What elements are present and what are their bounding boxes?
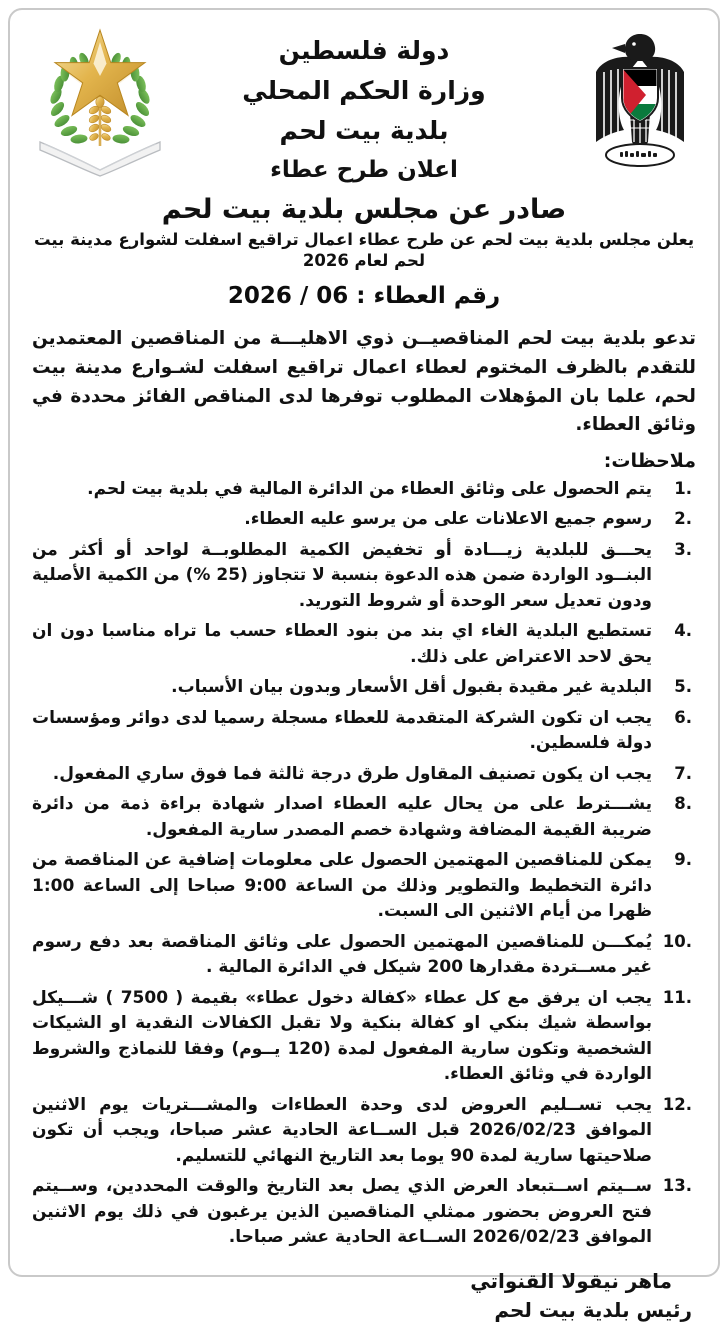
document-header bbox=[26, 20, 702, 225]
list-item-number: 6. bbox=[674, 707, 692, 727]
list-item bbox=[32, 1093, 696, 1170]
list-item bbox=[32, 706, 696, 757]
invitation-paragraph: تدعو بلدية بيت لحم المناقصيــن ذوي الاهليـــة من المناقصين المعتمدين للتقدم بالظرف المختوم لعطاء اعمال تراقيع اسفلت لشـوارع مدينة بيت لحم، علما بان المؤهلات المطلوب توفرها لدى المناقص الفائز محددة في وثائق العطاء. bbox=[32, 328, 696, 436]
list-item-number: 13. bbox=[662, 1176, 692, 1196]
list-item-text: يتم الحصول على وثائق العطاء من الدائرة المالية في بلدية بيت لحم. bbox=[87, 478, 652, 499]
state-name: دولة فلسطين bbox=[278, 36, 450, 65]
list-item-text: يجب ان يرفق مع كل عطاء «كفالة دخول عطاء» بقيمة ( 7500 ) شـــيكل بواسطة شيك بنكي او كفالة بنكية ولا تقبل الكفالات النقدية او الشيكات الشخصية وتكون سارية المفعول لمدة (120 يــوم) وفقا للنماذج والشروط الواردة في وثائق العطاء. bbox=[32, 987, 652, 1085]
list-item bbox=[32, 675, 696, 701]
list-item-number: 9. bbox=[674, 850, 692, 870]
list-item-text: ســيتم اســتبعاد العرض الذي يصل بعد التاريخ والوقت المحددين، وســيتم فتح العروض بحضور ممثلي المناقصين الذين يرغبون في ذلك يوم الاثنين الموافق 2026/02/23 الســاعة الحادية عشر صباحا. bbox=[32, 1176, 652, 1248]
announcement-sheet bbox=[8, 8, 720, 1322]
notes-list bbox=[26, 477, 702, 1251]
announcement-statement: يعلن مجلس بلدية بيت لحم عن طرح عطاء اعمال تراقيع اسفلت لشوارع مدينة بيت لحم لعام 2026 bbox=[33, 230, 695, 270]
list-item-text: يحـــق للبلدية زيـــادة أو تخفيض الكمية المطلوبــة لواحد أو أكثر من البنــود الواردة ضمن هذه الدعوة بنسبة لا تتجاوز (25 %) من الكمية الأصلية ودون تعديل سعر الوحدة أو شروط التوريد. bbox=[32, 539, 652, 611]
list-item bbox=[32, 762, 696, 788]
list-item bbox=[32, 477, 696, 503]
list-item-text: تستطيع البلدية الغاء اي بند من بنود العطاء حسب ما تراه مناسبا دون ان يحق لاحد الاعتراض على ذلك. bbox=[32, 621, 652, 667]
tender-number: رقم العطاء : 06 / 2026 bbox=[227, 283, 501, 310]
list-item-text: يجب تســليم العروض لدى وحدة العطاءات والمشـــتريات يوم الاثنين الموافق 2026/02/23 قبل الســاعة الحادية عشر صباحا، ويجب أن تكون صلاحيتها سارية لمدة 90 يوما بعد التاريخ النهائي للتسليم. bbox=[32, 1094, 653, 1166]
signatory-role: رئيس بلدية بيت لحم bbox=[494, 1297, 692, 1322]
list-item bbox=[32, 930, 696, 981]
list-item-text: البلدية غير مقيدة بقبول أقل الأسعار وبدون بيان الأسباب. bbox=[171, 677, 652, 698]
municipality-name: بلدية بيت لحم bbox=[279, 116, 449, 145]
list-item bbox=[32, 986, 696, 1088]
list-item-text: رسوم جميع الاعلانات على من يرسو عليه العطاء. bbox=[244, 509, 652, 530]
list-item-text: يجب ان يكون تصنيف المقاول طرق درجة ثالثة فما فوق ساري المفعول. bbox=[52, 763, 652, 784]
list-item-number: 2. bbox=[674, 509, 692, 529]
list-item-number: 3. bbox=[674, 539, 692, 559]
list-item-number: 10. bbox=[662, 931, 692, 951]
list-item-text: يُمكـــن للمناقصين المهتمين الحصول على وثائق المناقصة بعد دفع رسوم غير مســتردة مقدارها 200 شيكل في الدائرة المالية . bbox=[32, 931, 652, 978]
list-item-text: يمكن للمناقصين المهتمين الحصول على معلومات إضافية عن المناقصة من دائرة التخطيط والتطوير وذلك من الساعة 9:00 صباحا إلى الساعة 1:00 ظهرا من أيام الاثنين الى السبت. bbox=[32, 850, 652, 922]
list-item bbox=[32, 538, 696, 615]
list-item bbox=[32, 507, 696, 533]
list-item bbox=[32, 848, 696, 925]
header-title-block bbox=[26, 26, 702, 223]
list-item-number: 11. bbox=[662, 987, 692, 1007]
signatory-name: ماهر نيقولا القنواتي bbox=[470, 1268, 672, 1293]
list-item bbox=[32, 1174, 696, 1251]
announcement-type: اعلان طرح عطاء bbox=[270, 157, 458, 183]
list-item-number: 12. bbox=[662, 1094, 692, 1114]
list-item-text: يجب ان تكون الشركة المتقدمة للعطاء مسجلة رسميا لدى دوائر ومؤسسات دولة فلسطين. bbox=[32, 707, 652, 754]
list-item-number: 5. bbox=[674, 677, 692, 697]
list-item bbox=[32, 792, 696, 843]
list-item-number: 4. bbox=[674, 621, 692, 641]
list-item-number: 8. bbox=[674, 794, 692, 814]
list-item-number: 1. bbox=[674, 478, 692, 498]
list-item-text: يشـــترط على من يحال عليه العطاء اصدار شهادة براءة ذمة من دائرة ضريبة القيمة المضافة وشهادة خصم المصدر سارية المفعول. bbox=[32, 794, 652, 840]
signature-block bbox=[26, 1267, 702, 1325]
issuing-authority: صادر عن مجلس بلدية بيت لحم bbox=[161, 194, 567, 225]
list-item bbox=[32, 619, 696, 670]
list-item-number: 7. bbox=[674, 763, 692, 783]
notes-heading: ملاحظات: bbox=[603, 449, 696, 472]
ministry-name: وزارة الحكم المحلي bbox=[242, 76, 486, 105]
